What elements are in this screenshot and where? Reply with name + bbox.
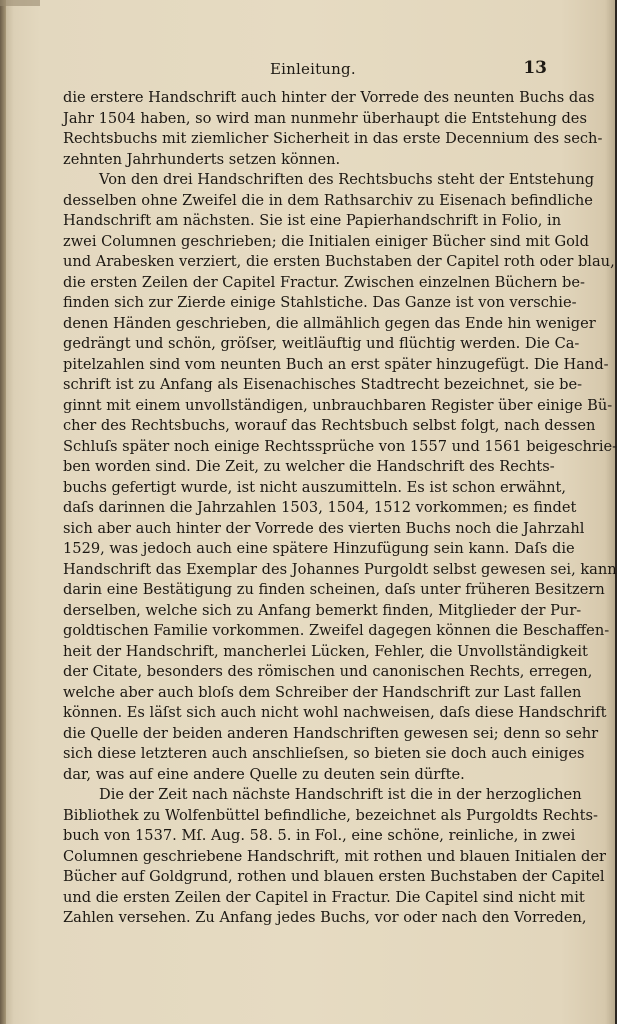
- text-line: und die ersten Zeilen der Capitel in Fractur. Die Capitel sind nicht mit: [63, 888, 585, 906]
- text-line: die ersten Zeilen der Capitel Fractur. Zwischen einzelnen Büchern be-: [63, 273, 585, 291]
- text-line: und Arabesken verziert, die ersten Buchstaben der Capitel roth oder blau,: [63, 253, 615, 270]
- running-header: [60, 60, 550, 82]
- text-line: 1529, was jedoch auch eine spätere Hinzufügung sein kann. Daſs die: [63, 540, 575, 557]
- text-line: sich diese letzteren auch anschlieſsen, so bieten sie doch auch einiges: [63, 745, 585, 762]
- text-line: sich aber auch hinter der Vorrede des vierten Buchs noch die Jahrzahl: [63, 519, 585, 537]
- text-line: zehnten Jahrhunderts setzen können.: [63, 150, 341, 168]
- running-title: Einleitung.: [270, 60, 356, 78]
- text-line: welche aber auch bloſs dem Schreiber der Handschrift zur Last fallen: [63, 683, 582, 701]
- text-line: Schluſs später noch einige Rechtssprüche von 1557 und 1561 beigeschrie-: [63, 437, 617, 455]
- text-line: denen Händen geschrieben, die allmählich gegen das Ende hin weniger: [63, 314, 596, 332]
- text-line: Bibliothek zu Wolfenbüttel befindliche, bezeichnet als Purgoldts Rechts-: [63, 806, 598, 824]
- text-line: Handschrift das Exemplar des Johannes Purgoldt selbst gewesen sei, kann: [63, 560, 617, 578]
- text-line: Bücher auf Goldgrund, rothen und blauen ersten Buchstaben der Capitel: [63, 868, 605, 885]
- text-line: die Quelle der beiden anderen Handschriften gewesen sei; denn so sehr: [63, 724, 599, 742]
- text-line: ginnt mit einem unvollständigen, unbrauchbaren Register über einige Bü-: [63, 396, 613, 414]
- text-line: können. Es läſst sich auch nicht wohl nachweisen, daſs diese Handschrift: [63, 704, 607, 721]
- scan-mark: [0, 0, 40, 6]
- text-line: darin eine Bestätigung zu finden scheinen, daſs unter früheren Besitzern: [63, 581, 605, 598]
- page-number: 13: [523, 58, 547, 78]
- text-line: Die der Zeit nach nächste Handschrift ist die in der herzoglichen: [99, 786, 582, 803]
- text-line: ben worden sind. Die Zeit, zu welcher die Handschrift des Rechts-: [63, 458, 555, 475]
- text-line: cher des Rechtsbuchs, worauf das Rechtsbuch selbst folgt, nach dessen: [63, 417, 596, 434]
- text-line: Von den drei Handschriften des Rechtsbuchs steht der Entstehung: [99, 171, 595, 188]
- text-line: Zahlen versehen. Zu Anfang jedes Buchs, vor oder nach den Vorreden,: [63, 909, 587, 926]
- text-line: die erstere Handschrift auch hinter der Vorrede des neunten Buchs das: [63, 89, 595, 106]
- text-line: pitelzahlen sind vom neunten Buch an erst später hinzugefügt. Die Hand-: [63, 355, 609, 373]
- text-line: dar, was auf eine andere Quelle zu deuten sein dürfte.: [63, 765, 465, 783]
- text-line: Jahr 1504 haben, so wird man nunmehr überhaupt die Entstehung des: [63, 109, 587, 127]
- text-line: heit der Handschrift, mancherlei Lücken, Fehler, die Unvollständigkeit: [63, 642, 588, 660]
- text-line: derselben, welche sich zu Anfang bemerkt finden, Mitglieder der Pur-: [63, 601, 582, 619]
- text-line: desselben ohne Zweifel die in dem Rathsarchiv zu Eisenach befindliche: [63, 191, 593, 209]
- text-line: buchs gefertigt wurde, ist nicht auszumitteln. Es ist schon erwähnt,: [63, 478, 567, 496]
- body-text: [63, 88, 617, 929]
- text-line: finden sich zur Zierde einige Stahlstiche. Das Ganze ist von verschie-: [63, 294, 577, 311]
- text-line: goldtischen Familie vorkommen. Zweifel dagegen können die Beschaffen-: [63, 622, 610, 639]
- text-line: daſs darinnen die Jahrzahlen 1503, 1504, 1512 vorkommen; es findet: [63, 499, 577, 516]
- text-line: buch von 1537. Mſ. Aug. 58. 5. in Fol., eine schöne, reinliche, in zwei: [63, 827, 576, 844]
- text-line: Columnen geschriebene Handschrift, mit rothen und blauen Initialen der: [63, 847, 606, 865]
- text-line: Handschrift am nächsten. Sie ist eine Papierhandschrift in Folio, in: [63, 212, 562, 229]
- text-line: zwei Columnen geschrieben; die Initialen einiger Bücher sind mit Gold: [63, 232, 589, 250]
- text-line: schrift ist zu Anfang als Eisenachisches Stadtrecht bezeichnet, sie be-: [63, 376, 583, 393]
- text-line: Rechtsbuchs mit ziemlicher Sicherheit in das erste Decennium des sech-: [63, 130, 603, 147]
- text-line: gedrängt und schön, gröſser, weitläuftig und flüchtig werden. Die Ca-: [63, 335, 580, 352]
- text-line: der Citate, besonders des römischen und canonischen Rechts, erregen,: [63, 663, 593, 680]
